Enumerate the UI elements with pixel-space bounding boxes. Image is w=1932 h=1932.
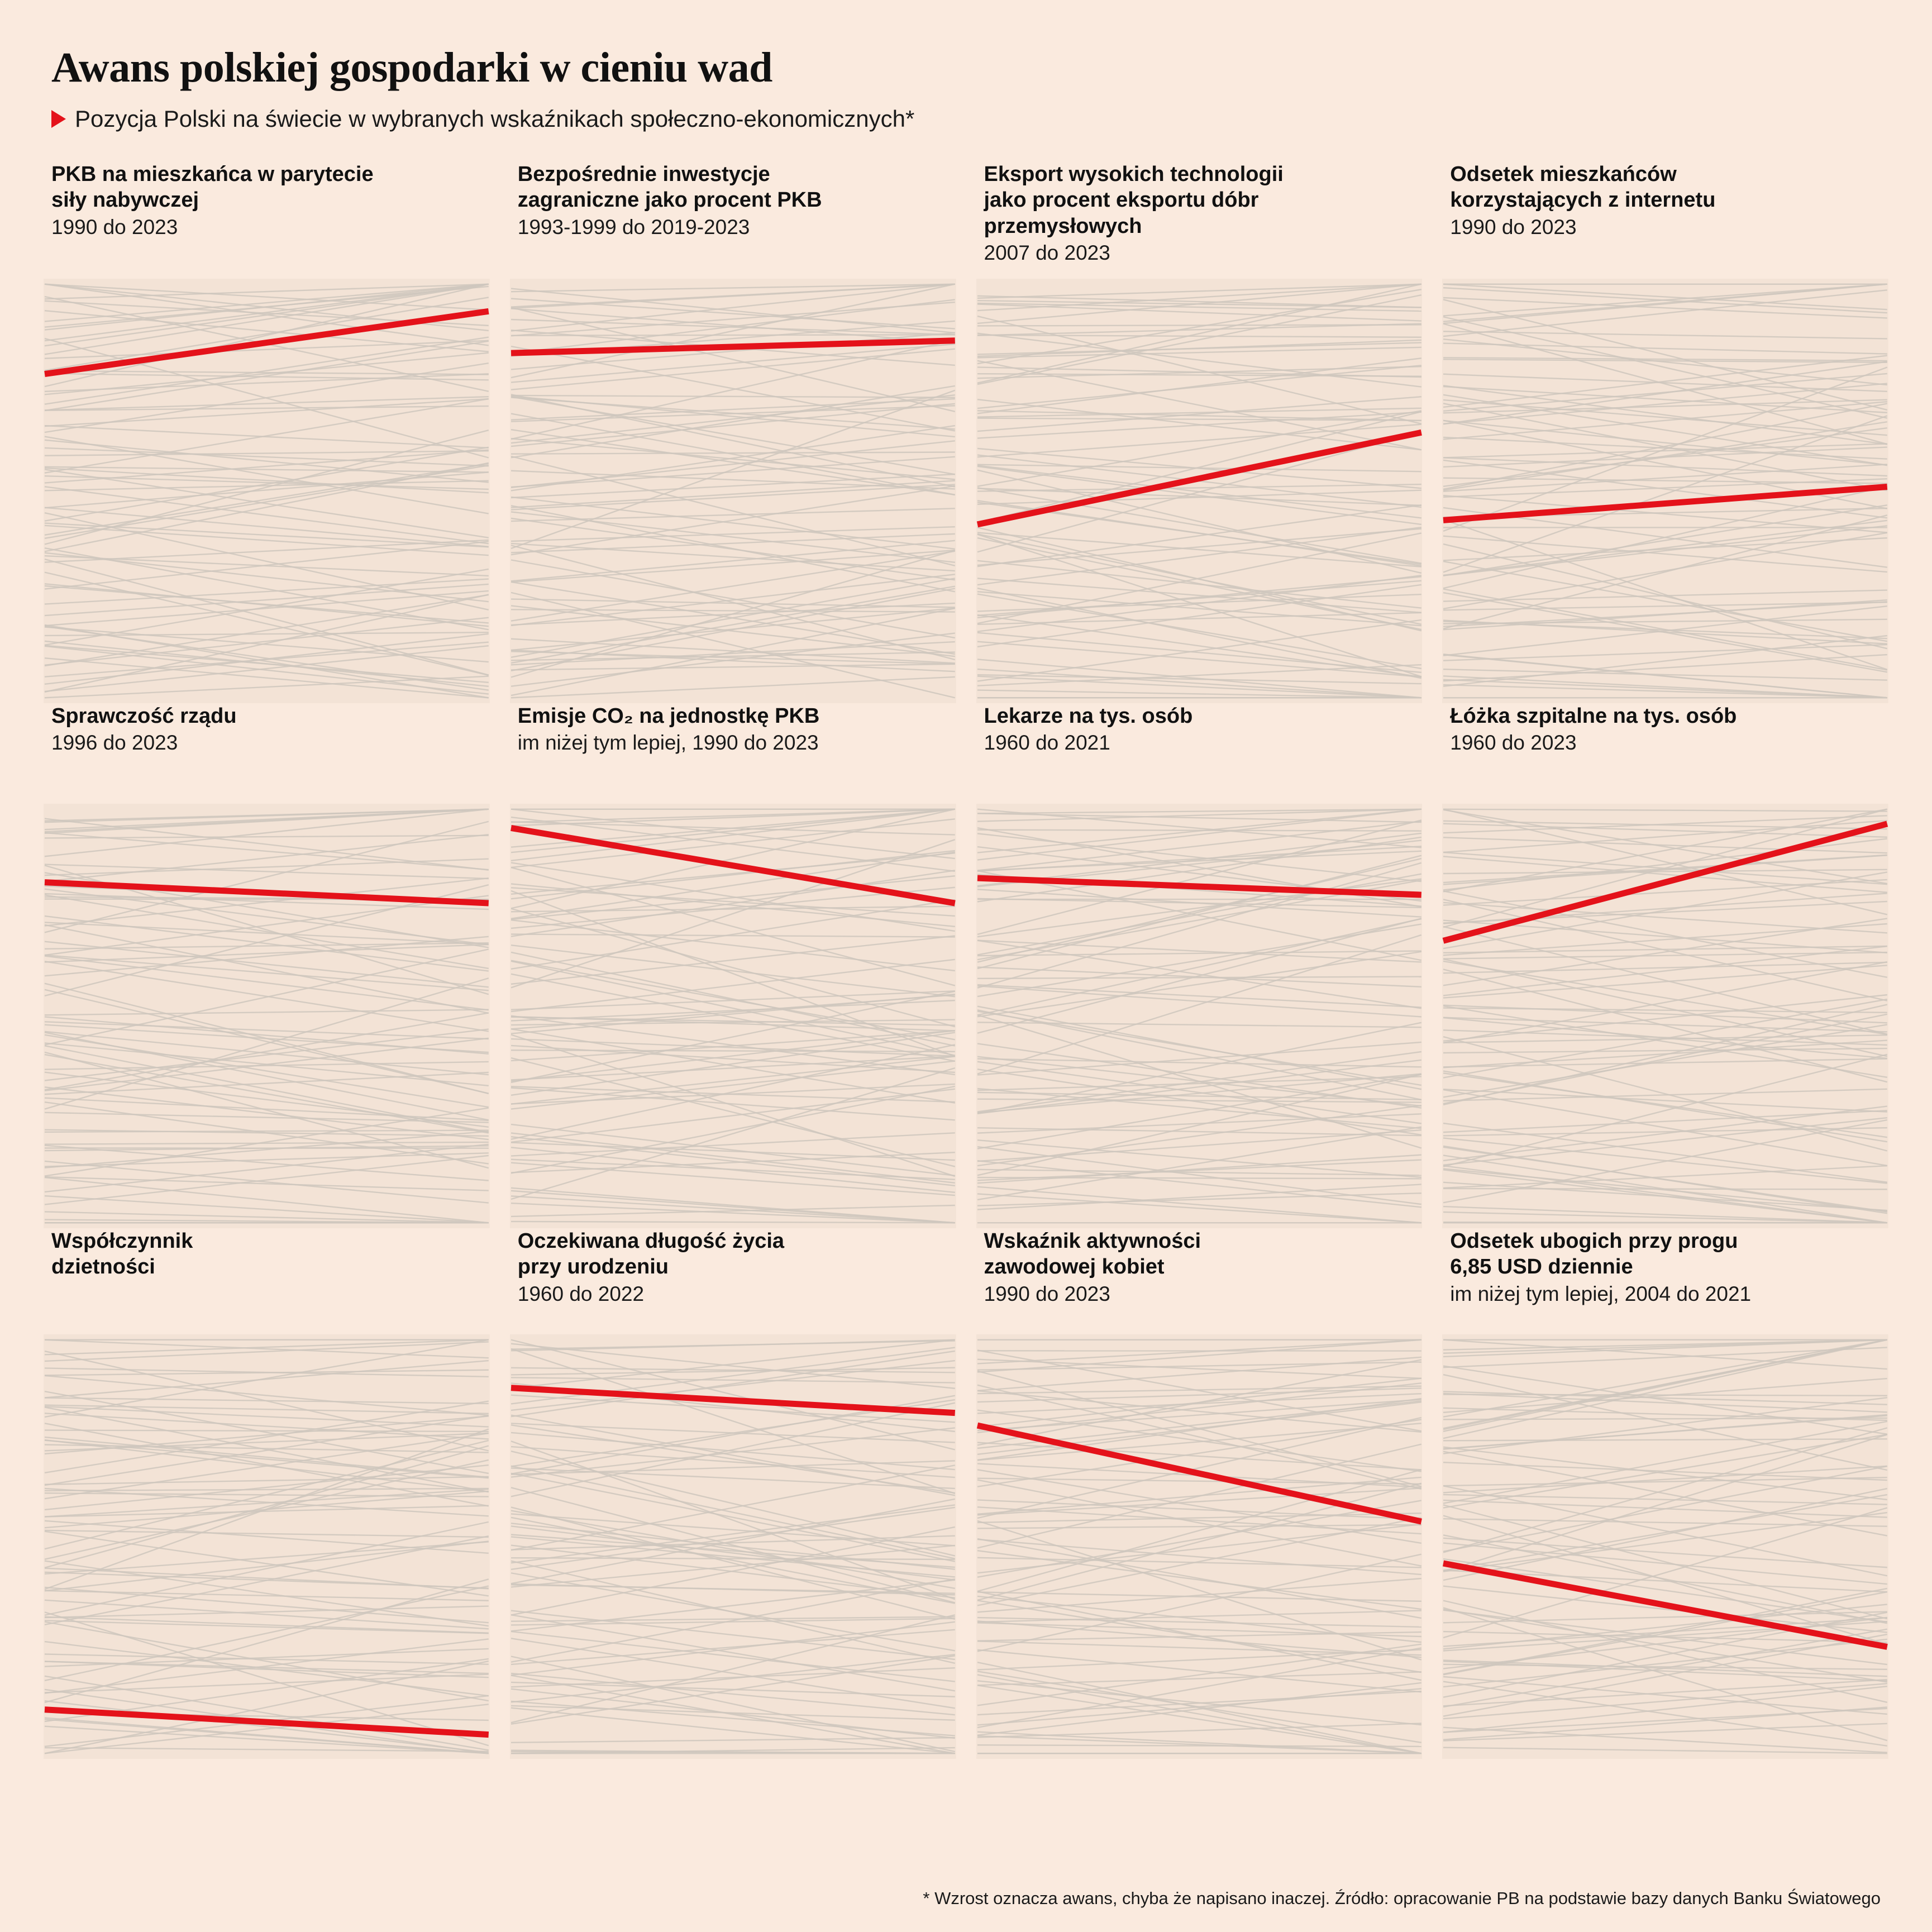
panel-odsetek-ubogich	[1442, 1228, 1888, 1759]
panel-plot-wrapper	[976, 279, 1423, 703]
slopegraph-eksport-wysokich-technologii	[976, 279, 1423, 703]
panel-pkb-na-mieszkanca	[44, 161, 490, 703]
panel-title-line: Łóżka szpitalne na tys. osób	[1450, 704, 1737, 728]
panel-title-line: 6,85 USD dziennie	[1450, 1255, 1633, 1279]
panel-header	[976, 1228, 1423, 1334]
panel-header	[976, 703, 1423, 804]
panel-title-line: dzietności	[51, 1255, 155, 1279]
panel-oczekiwana-dlugosc-zycia	[510, 1228, 956, 1759]
panel-plot-wrapper	[510, 804, 956, 1228]
panel-header	[1442, 161, 1888, 279]
panel-period: im niżej tym lepiej, 1990 do 2023	[517, 731, 819, 755]
panel-title-line: przy urodzeniu	[517, 1255, 669, 1279]
panel-title-line: Eksport wysokich technologii	[984, 163, 1284, 186]
page-title: Awans polskiej gospodarki w cieniu wad	[51, 44, 772, 91]
panel-header	[44, 161, 490, 279]
panel-header	[510, 1228, 956, 1334]
panel-title-line: Odsetek mieszkańców	[1450, 163, 1677, 186]
panel-title-line: Wskaźnik aktywności	[984, 1229, 1201, 1253]
slopegraph-aktywnosc-zawodowa-kobiet	[976, 1334, 1423, 1759]
panel-aktywnosc-zawodowa-kobiet	[976, 1228, 1423, 1759]
panel-period: im niżej tym lepiej, 2004 do 2021	[1450, 1282, 1752, 1305]
panel-header	[510, 161, 956, 279]
panel-header	[44, 1228, 490, 1334]
panel-header	[44, 703, 490, 804]
panel-bezposrednie-inwestycje	[510, 161, 956, 703]
panel-title-line: Oczekiwana długość życia	[517, 1229, 785, 1253]
panel-plot-wrapper	[976, 1334, 1423, 1759]
panel-plot-wrapper	[44, 1334, 490, 1759]
slopegraph-sprawczosc-rzadu	[44, 804, 490, 1228]
panel-period: 1996 do 2023	[51, 731, 178, 755]
panel-title-line: siły nabywczej	[51, 188, 199, 212]
panel-title-line: Odsetek ubogich przy progu	[1450, 1229, 1738, 1253]
panel-sprawczosc-rzadu	[44, 703, 490, 1228]
panel-period: 2007 do 2023	[984, 241, 1110, 265]
panel-period: 1960 do 2023	[1450, 731, 1577, 755]
panel-title-line: przemysłowych	[984, 214, 1142, 238]
panel-title-line: Bezpośrednie inwestycje	[517, 163, 770, 186]
panel-plot-wrapper	[510, 279, 956, 703]
panel-plot-wrapper	[976, 804, 1423, 1228]
panel-wspolczynnik-dzietnosci	[44, 1228, 490, 1759]
slopegraph-oczekiwana-dlugosc-zycia	[510, 1334, 956, 1759]
panel-header	[1442, 1228, 1888, 1334]
panel-odsetek-korzystajacych-z-internetu	[1442, 161, 1888, 703]
panel-header	[976, 161, 1423, 279]
footnote: * Wzrost oznacza awans, chyba że napisano inaczej. Źródło: opracowanie PB na podstawie bazy danych Banku Światowego	[923, 1888, 1881, 1908]
panel-title-line: PKB na mieszkańca w parytecie	[51, 163, 374, 186]
panel-plot-wrapper	[1442, 279, 1888, 703]
slopegraph-bezposrednie-inwestycje	[510, 279, 956, 703]
panel-title-line: Współczynnik	[51, 1229, 193, 1253]
panel-period: 1990 do 2023	[984, 1282, 1110, 1305]
slopegraph-pkb-na-mieszkanca	[44, 279, 490, 703]
slopegraph-lekarze-na-tys-osob	[976, 804, 1423, 1228]
panel-plot-wrapper	[1442, 804, 1888, 1228]
panel-title-line: korzystających z internetu	[1450, 188, 1716, 212]
panel-period: 1960 do 2021	[984, 731, 1110, 755]
slopegraph-emisje-co2	[510, 804, 956, 1228]
panel-emisje-co2	[510, 703, 956, 1228]
panel-period: 1960 do 2022	[517, 1282, 645, 1305]
panel-plot-wrapper	[44, 804, 490, 1228]
panel-header	[510, 703, 956, 804]
panel-plot-wrapper	[44, 279, 490, 703]
panel-title-line: Sprawczość rządu	[51, 704, 237, 728]
triangle-right-icon	[51, 110, 66, 128]
panel-period: 1990 do 2023	[51, 215, 178, 238]
panel-period: 1993-1999 do 2019-2023	[517, 215, 750, 238]
slopegraph-wspolczynnik-dzietnosci	[44, 1334, 490, 1759]
slopegraph-odsetek-ubogich	[1442, 1334, 1888, 1759]
slopegraph-odsetek-korzystajacych-z-internetu	[1442, 279, 1888, 703]
panel-header	[1442, 703, 1888, 804]
panel-title-line: jako procent eksportu dóbr	[984, 188, 1259, 212]
panel-lozka-szpitalne	[1442, 703, 1888, 1228]
panel-period: 1990 do 2023	[1450, 215, 1577, 238]
panel-plot-wrapper	[1442, 1334, 1888, 1759]
panel-title-line: zagraniczne jako procent PKB	[517, 188, 822, 212]
panel-lekarze-na-tys-osob	[976, 703, 1423, 1228]
slopegraph-lozka-szpitalne	[1442, 804, 1888, 1228]
panel-grid	[44, 161, 1888, 1759]
panel-plot-wrapper	[510, 1334, 956, 1759]
panel-eksport-wysokich-technologii	[976, 161, 1423, 703]
panel-title-line: Lekarze na tys. osób	[984, 704, 1193, 728]
panel-title-line: zawodowej kobiet	[984, 1255, 1165, 1279]
panel-title-line: Emisje CO₂ na jednostkę PKB	[517, 704, 820, 728]
subtitle-row	[51, 106, 1888, 132]
page-subtitle: Pozycja Polski na świecie w wybranych wskaźnikach społeczno-ekonomicznych*	[75, 106, 915, 132]
